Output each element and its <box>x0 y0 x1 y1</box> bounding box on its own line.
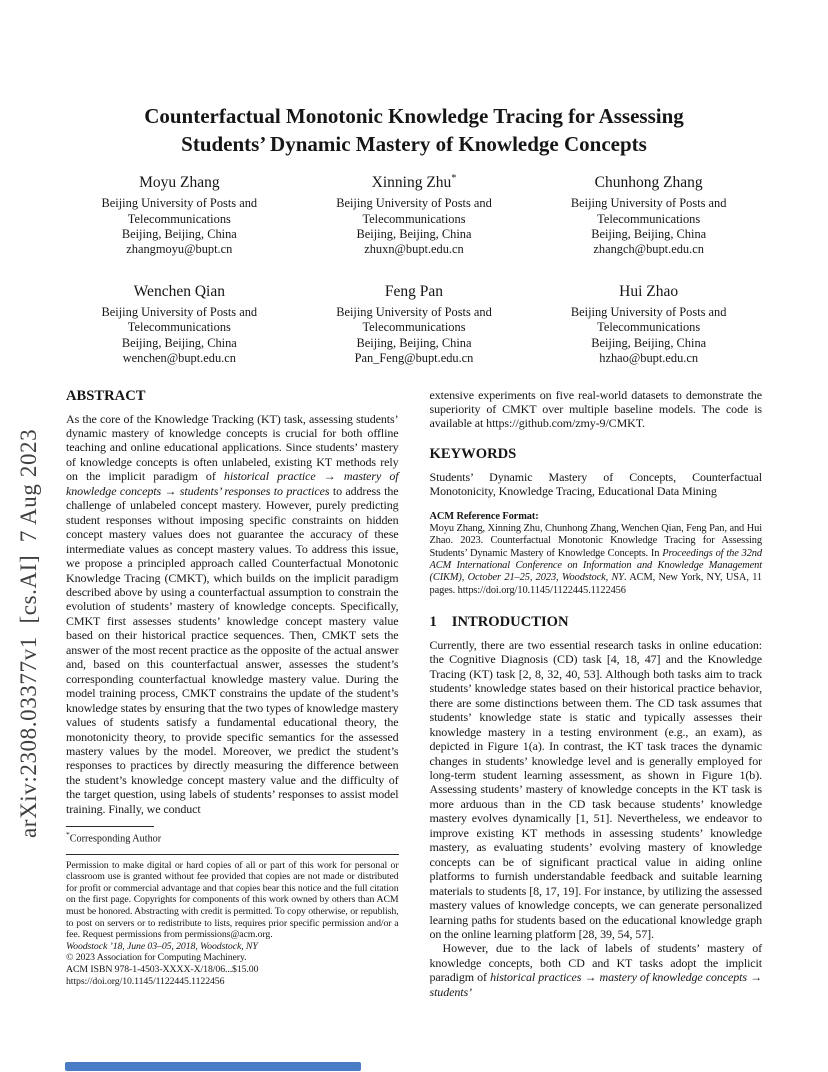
author-card-chunhong-zhang <box>531 173 766 258</box>
acm-reference-heading: ACM Reference Format: <box>429 510 539 522</box>
author-location: Beijing, Beijing, China <box>356 335 472 350</box>
right-column <box>430 388 763 1000</box>
author-location: Beijing, Beijing, China <box>356 226 472 241</box>
introduction-heading: 1 INTRODUCTION <box>429 613 569 630</box>
author-affiliation: Beijing University of Posts and <box>570 304 727 319</box>
author-location: Beijing, Beijing, China <box>591 335 707 350</box>
section-number: 1 <box>429 613 437 630</box>
permission-block <box>66 860 399 988</box>
title-line-2: Students’ Dynamic Mastery of Knowledge Concepts <box>181 131 647 156</box>
keywords-heading: KEYWORDS <box>429 445 517 462</box>
author-affiliation: Beijing University of Posts and <box>336 304 492 319</box>
copyright-line: © 2023 Association for Computing Machinery. <box>66 952 247 964</box>
author-name: Xinning Zhu* <box>371 173 457 192</box>
author-affiliation: Telecommunications <box>127 211 231 226</box>
author-email[interactable]: zhuxn@bupt.edu.cn <box>364 242 464 257</box>
author-name: Hui Zhao <box>619 282 679 300</box>
author-affiliation: Telecommunications <box>127 320 231 335</box>
author-affiliation: Telecommunications <box>362 211 466 226</box>
permission-text: Permission to make digital or hard copies of all or part of this work for personal or classroom use is granted without fee provided that copies are not made or distributed for profit or commercial advantage and that copies bear this notice and the full citation on the first page. Copyrights for components of this work owned by others than ACM must be honored. Abstracting with credit is permitted. To copy otherwise, or republish, to post on servers or to redistribute to lists, requires prior specific permission and/or a fee. Request permissions from permissions@acm.org. <box>66 859 399 941</box>
acm-reference-text: Moyu Zhang, Xinning Zhu, Chunhong Zhang, Wenchen Qian, Feng Pan, and Hui Zhao. 2023. Counterfactual Monotonic Knowledge Tracing for Assessing Students’ Dynamic Mastery of Knowledge Concepts. In Proceedings of the 32nd ACM International Conference on Information and Knowledge Management (CIKM), October 21–25, 2023, Woodstock, NY. ACM, New York, NY, USA, 11 pages. https://doi.org/10.1145/1122445.1122456 <box>429 523 762 596</box>
authors-block <box>62 173 766 367</box>
arxiv-watermark: arXiv:2308.03377v1 [cs.AI] 7 Aug 2023 <box>16 428 41 838</box>
author-name: Moyu Zhang <box>139 174 220 192</box>
paper-title <box>0 103 828 158</box>
author-affiliation: Beijing University of Posts and <box>570 196 727 211</box>
doi-link[interactable]: https://doi.org/10.1145/1122445.1122456 <box>66 975 225 987</box>
left-column <box>66 388 399 1000</box>
author-affiliation: Telecommunications <box>597 211 701 226</box>
author-affiliation: Beijing University of Posts and <box>336 196 492 211</box>
author-location: Beijing, Beijing, China <box>121 335 237 350</box>
abstract-continuation: extensive experiments on five real-world datasets to demonstrate the superiority of CMKT over multiple baseline models. The code is available at https://github.com/zmy-9/CMKT. <box>429 387 762 431</box>
abstract-heading: ABSTRACT <box>66 387 146 404</box>
abstract-text: As the core of the Knowledge Tracking (KT) task, assessing students’ dynamic mastery of knowledge concepts is crucial for both offline teaching and online educational applications. Since students’ mastery of knowledge concepts is often unlabeled, existing KT methods rely on the implicit paradigm of historical practice → mastery of knowledge concepts → students’ responses to practices to address the challenge of unlabeled concept mastery. However, purely predicting student responses without imposing specific constraints on hidden concept mastery values does not guarantee the accuracy of these intermediate values as concept mastery values. To address this issue, we propose a principled approach called Counterfactual Monotonic Knowledge Tracing (CMKT), which builds on the implicit paradigm described above by using a counterfactual assumption to constrain the evolution of students’ mastery of knowledge concepts. Specifically, CMKT first assesses students’ knowledge concept mastery value based on their historical practice sequences. Then, CMKT sets the answer of the most recent practice as the opposite of the actual answer and, based on this counterfactual answer, assesses the student’s corresponding counterfactual knowledge mastery value. During the model training process, CMKT constrains the update of the student’s knowledge states by ensuring that the two types of knowledge mastery values of students satisfy a fundamental educational theory, the monotonicity theory, to provide specific semantics for the assessed mastery values by the model. Moreover, we predict the student’s responses to practices by directly measuring the difference between the student’s knowledge concept mastery value and the difficulty of the target question, using labels of students’ responses to assist model training. Finally, we conduct <box>66 411 399 816</box>
author-email[interactable]: hzhao@bupt.edu.cn <box>599 351 699 366</box>
author-email[interactable]: zhangmoyu@bupt.cn <box>126 242 233 257</box>
author-name: Feng Pan <box>384 282 444 300</box>
author-card-moyu-zhang <box>62 173 297 258</box>
author-location: Beijing, Beijing, China <box>121 226 237 241</box>
paper-header <box>0 0 828 367</box>
footnote-rule <box>66 826 154 827</box>
permission-rule <box>66 854 399 855</box>
acm-reference-block <box>430 511 763 597</box>
author-card-feng-pan <box>297 282 532 367</box>
author-location: Beijing, Beijing, China <box>591 226 707 241</box>
author-affiliation: Telecommunications <box>597 320 701 335</box>
introduction-paragraph-1: Currently, there are two essential research tasks in online education: the Cognitive Diagnosis (CD) task [4, 18, 47] and the Knowledge Tracing (KT) task [2, 8, 32, 40, 53]. Although both tasks aim to track students’ knowledge states based on their historical practice behavior, there are some distinctions between them. The CD task assumes that students’ knowledge state is static and typically assesses their knowledge mastery in a testing environment (e.g., an exam), as depicted in Figure 1(a). In contrast, the KT task traces the dynamic changes in students’ knowledge level and is generally employed for long-term student learning assessment, as shown in Figure 1(b). Assessing students’ mastery of knowledge concepts in the KT task is more arduous than in the CD task because students’ knowledge mastery evolves dynamically [1, 51]. Nevertheless, we endeavor to improve existing KT methods in assessing students’ knowledge mastery, as evaluating students’ evolving mastery of knowledge concepts can be of significant practical value in aiding online platforms to furnish understandable feedback and suitable learning materials to students [8, 17, 19]. For instance, by utilizing the assessed mastery values of knowledge concepts, we can generate personalized learning paths for students based on the educational knowledge graph on the online learning platform [28, 39, 54, 57]. <box>429 637 762 941</box>
bottom-blue-bar <box>65 1062 361 1071</box>
corresponding-author-footnote: *Corresponding Author <box>66 830 162 845</box>
author-card-xinning-zhu <box>297 173 532 258</box>
title-line-1: Counterfactual Monotonic Knowledge Tracing for Assessing <box>144 104 684 128</box>
keywords-text: Students’ Dynamic Mastery of Concepts, Counterfactual Monotonicity, Knowledge Tracing, Educational Data Mining <box>429 469 762 499</box>
conference-line: Woodstock ’18, June 03–05, 2018, Woodstock, NY <box>66 940 258 952</box>
isbn-line: ACM ISBN 978-1-4503-XXXX-X/18/06...$15.00 <box>66 963 259 975</box>
author-email[interactable]: zhangch@bupt.edu.cn <box>593 242 704 257</box>
introduction-paragraph-2: However, due to the lack of labels of students’ mastery of knowledge concepts, both CD and KT tasks adopt the implicit paradigm of historical practices → mastery of knowledge concepts → students’ <box>429 941 762 999</box>
author-name: Wenchen Qian <box>133 282 225 300</box>
author-name: Chunhong Zhang <box>594 174 703 192</box>
author-affiliation: Beijing University of Posts and <box>101 196 258 211</box>
author-affiliation: Beijing University of Posts and <box>101 304 258 319</box>
two-column-body <box>66 388 762 1000</box>
author-card-wenchen-qian <box>62 282 297 367</box>
author-card-hui-zhao <box>531 282 766 367</box>
author-mark: * <box>451 173 457 184</box>
author-email[interactable]: wenchen@bupt.edu.cn <box>122 351 236 366</box>
author-email[interactable]: Pan_Feng@bupt.edu.cn <box>354 351 474 366</box>
author-affiliation: Telecommunications <box>362 320 466 335</box>
